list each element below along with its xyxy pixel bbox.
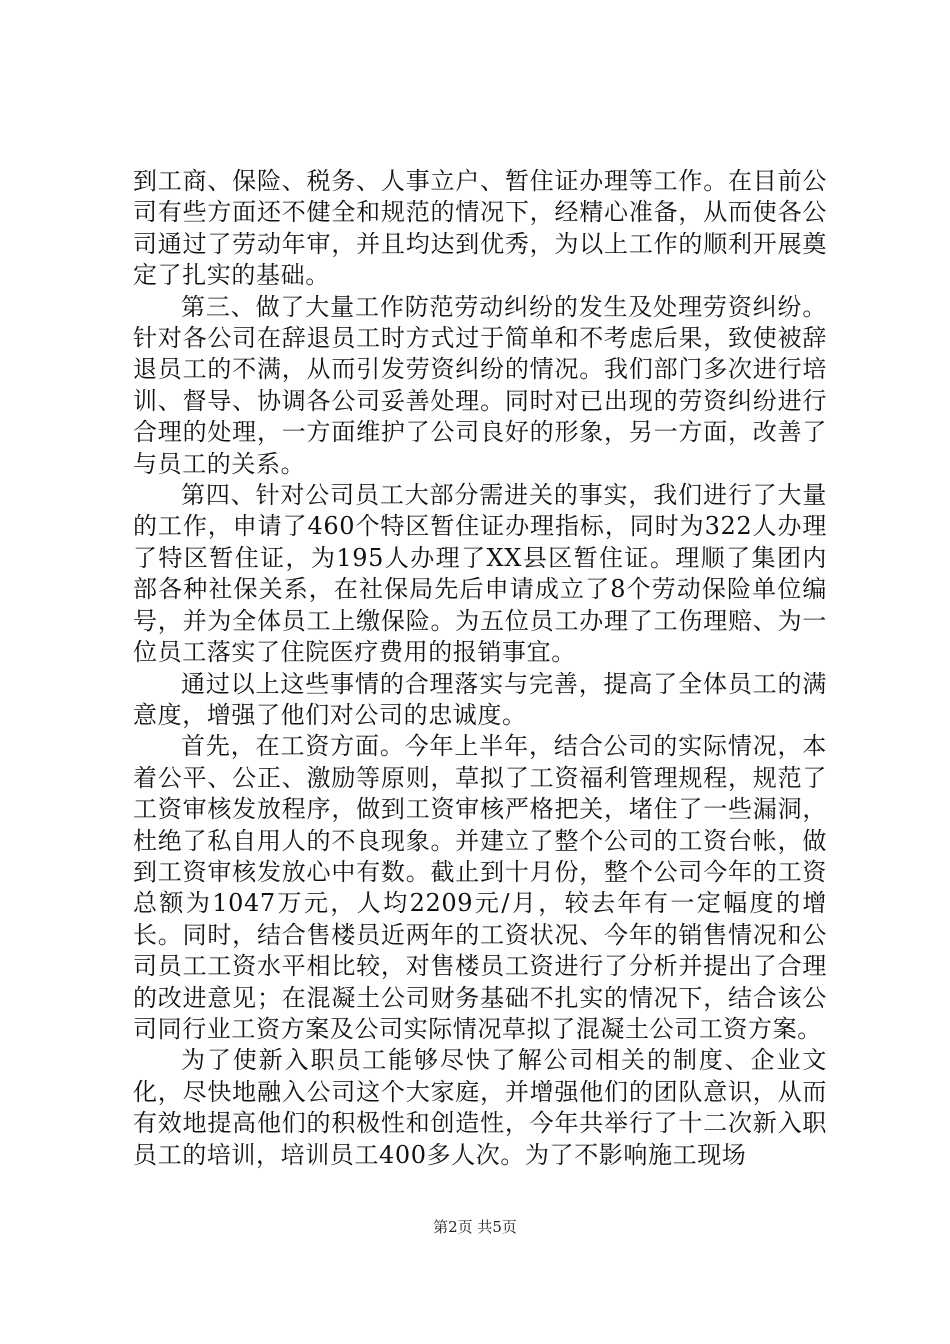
paragraph-1: 到工商、保险、税务、人事立户、暂住证办理等工作。在目前公司有些方面还不健全和规范的情况下，经精心准备，从而使各公司通过了劳动年审，并且均达到优秀，为以上工作的顺利开展奠定了扎实的基础。 — [133, 167, 827, 290]
page-footer — [0, 1216, 950, 1237]
paragraph-4: 通过以上这些事情的合理落实与完善，提高了全体员工的满意度，增强了他们对公司的忠诚度。 — [133, 669, 827, 729]
document-body — [133, 166, 827, 1171]
paragraph-2: 第三、做了大量工作防范劳动纠纷的发生及处理劳资纠纷。针对各公司在辞退员工时方式过于简单和不考虑后果，致使被辞退员工的不满，从而引发劳资纠纷的情况。我们部门多次进行培训、督导、协调各公司妥善处理。同时对已出现的劳资纠纷进行合理的处理，一方面维护了公司良好的形象，另一方面，改善了与员工的关系。 — [133, 292, 827, 478]
paragraph-3: 第四、针对公司员工大部分需进关的事实，我们进行了大量的工作，申请了460个特区暂住证办理指标，同时为322人办理了特区暂住证，为195人办理了XX县区暂住证。理顺了集团内部各种社保关系，在社保局先后申请成立了8个劳动保险单位编号，并为全体员工上缴保险。为五位员工办理了工伤理赔、为一位员工落实了住院医疗费用的报销事宜。 — [133, 481, 827, 667]
page-number: 第2页 共5页 — [433, 1218, 517, 1236]
paragraph-5: 首先，在工资方面。今年上半年，结合公司的实际情况，本着公平、公正、激励等原则，草拟了工资福利管理规程，规范了工资审核发放程序，做到工资审核严格把关，堵住了一些漏洞，杜绝了私自用人的不良现象。并建立了整个公司的工资台帐，做到工资审核发放心中有数。截止到十月份，整个公司今年的工资总额为1047万元，人均2209元/月，较去年有一定幅度的增长。同时，结合售楼员近两年的工资状况、今年的销售情况和公司员工工资水平相比较，对售楼员工资进行了分析并提出了合理的改进意见；在混凝土公司财务基础不扎实的情况下，结合该公司同行业工资方案及公司实际情况草拟了混凝土公司工资方案。 — [133, 732, 827, 1043]
paragraph-6: 为了使新入职员工能够尽快了解公司相关的制度、企业文化，尽快地融入公司这个大家庭，并增强他们的团队意识，从而有效地提高他们的积极性和创造性，今年共举行了十二次新入职员工的培训，培训员工400多人次。为了不影响施工现场 — [133, 1046, 827, 1169]
